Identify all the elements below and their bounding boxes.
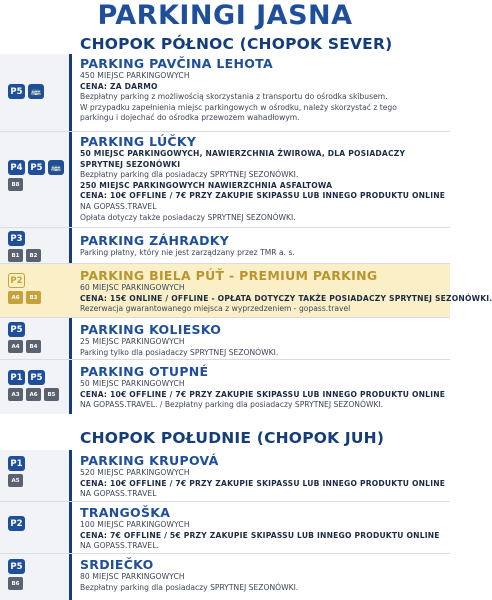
row-line: Bezpłatny parking dla posiadaczy SPRYTNEJ SEZONÓWKI. bbox=[80, 170, 299, 180]
row-line: Opłata dotyczy także posiadaczy SPRYTNEJ SEZONÓWKI. bbox=[80, 212, 296, 222]
row-line: 60 MIEJSC PARKINGOWYCH bbox=[80, 283, 185, 292]
parking-name: PARKING BIELA PÚŤ - PREMIUM PARKING bbox=[80, 268, 378, 283]
parking-p3-icon: P3 bbox=[8, 231, 25, 246]
lift-b4-tag: B4 bbox=[26, 340, 41, 353]
lift-a3-tag: A3 bbox=[8, 388, 23, 401]
parking-name: SRDIEČKO bbox=[80, 557, 154, 572]
row-line: 100 MIEJSC PARKINGOWYCH bbox=[80, 520, 190, 529]
lift-b2-tag: B2 bbox=[26, 249, 41, 262]
row-line: CENA: 10€ OFFLINE / 7€ PRZY ZAKUPIE SKIPASSU LUB INNEGO PRODUKTU ONLINE bbox=[80, 191, 446, 201]
row-icons bbox=[8, 273, 41, 307]
page-title: PARKINGI JASNA bbox=[97, 0, 353, 31]
lift-b3-tag: B3 bbox=[26, 291, 41, 304]
bus-icon: 🚌 bbox=[28, 84, 44, 99]
parking-p5-icon: P5 bbox=[8, 84, 25, 99]
row-line: CENA: 10€ OFFLINE / 7€ PRZY ZAKUPIE SKIPASSU LUB INNEGO PRODUKTU ONLINE bbox=[80, 389, 446, 399]
row-line: 25 MIEJSC PARKINGOWYCH bbox=[80, 337, 185, 346]
row-line: Rezerwacja gwarantowanego miejsca z wyprzedzeniem - gopass.travel bbox=[80, 304, 351, 314]
row-line: NA GOPASS.TRAVEL bbox=[80, 489, 157, 499]
row-line: Parking tylko dla posiadaczy SPRYTNEJ SEZONÓWKI. bbox=[80, 347, 279, 357]
parking-p1-icon: P1 bbox=[8, 456, 25, 471]
parking-p4-icon: P4 bbox=[8, 160, 25, 175]
row-line: Parking płatny, który nie jest zarządzany przez TMR a. s. bbox=[80, 248, 295, 257]
lift-b8-tag: B8 bbox=[8, 178, 23, 191]
row-icons bbox=[8, 370, 59, 404]
row-icons bbox=[8, 84, 44, 102]
row-line: Bezpłatny parking z możliwością skorzystania z transportu do ośrodka skibusem. bbox=[80, 92, 388, 102]
row-line: 80 MIEJSC PARKINGOWYCH bbox=[80, 572, 185, 581]
parking-name: TRANGOŠKA bbox=[80, 505, 171, 520]
row-line: NA GOPASS.TRAVEL. / Bezpłatny parking dla posiadaczy SPRYTNEJ SEZONÓWKI. bbox=[80, 400, 384, 410]
row-line: 520 MIEJSC PARKINGOWYCH bbox=[80, 468, 190, 477]
row-icons bbox=[8, 231, 41, 265]
lift-b5-tag: B5 bbox=[44, 388, 59, 401]
row-line: Bezpłatny parking dla posiadaczy SPRYTNEJ SEZONÓWKI. bbox=[80, 582, 299, 592]
row-line: CENA: 15€ ONLINE / OFFLINE - OPŁATA DOTYCZY TAKŻE POSIADACZY SPRYTNEJ SEZONÓWKI. bbox=[80, 293, 492, 303]
row-line: 450 MIEJSC PARKINGOWYCH bbox=[80, 71, 190, 80]
parking-p5-icon: P5 bbox=[28, 370, 45, 385]
parking-name: PARKING ZÁHRADKY bbox=[80, 233, 230, 248]
parking-row-premium bbox=[0, 264, 492, 318]
section-title-north: CHOPOK PÓŁNOC (CHOPOK SEVER) bbox=[80, 35, 393, 53]
parking-row bbox=[0, 318, 450, 360]
lift-a5-tag: A5 bbox=[8, 474, 23, 487]
parking-p5-icon: P5 bbox=[28, 160, 45, 175]
parking-name: PARKING OTUPNÉ bbox=[80, 364, 209, 379]
row-line: NA GOPASS.TRAVEL bbox=[80, 201, 157, 211]
parking-row bbox=[0, 228, 450, 264]
row-line: 50 MIEJSC PARKINGOWYCH bbox=[80, 379, 185, 388]
parking-name: PARKING KOLIESKO bbox=[80, 322, 222, 337]
parking-p2-icon: P2 bbox=[8, 516, 25, 531]
lift-a4-tag: A4 bbox=[8, 340, 23, 353]
parking-p5-icon: P5 bbox=[8, 322, 25, 337]
row-line: SPRYTNEJ SEZONÓWKI bbox=[80, 159, 181, 169]
lift-b1-tag: B1 bbox=[8, 249, 23, 262]
bus-icon: 🚌 bbox=[48, 160, 64, 175]
parking-row bbox=[0, 132, 450, 228]
row-line: parkingu i dojechać do ośrodka przewozem wahadłowym. bbox=[80, 113, 300, 123]
parking-row bbox=[0, 450, 450, 502]
row-line: CENA: 10€ OFFLINE / 7€ PRZY ZAKUPIE SKIPASSU LUB INNEGO PRODUKTU ONLINE bbox=[80, 478, 446, 488]
lift-a6-tag: A6 bbox=[26, 388, 41, 401]
parking-row bbox=[0, 554, 450, 600]
parking-name: PARKING LÚČKY bbox=[80, 134, 197, 149]
row-line: 250 MIEJSC PARKINGOWYCH NAWIERZCHNIA ASFALTOWA bbox=[80, 180, 333, 190]
parking-p1-icon: P1 bbox=[8, 370, 25, 385]
parking-row bbox=[0, 502, 450, 554]
row-line: CENA: 7€ OFFLINE / 5€ PRZY ZAKUPIE SKIPASSU LUB INNEGO PRODUKTU ONLINE bbox=[80, 530, 440, 540]
row-icons bbox=[8, 160, 64, 194]
row-icons bbox=[8, 322, 41, 356]
parking-name: PARKING KRUPOVÁ bbox=[80, 453, 219, 468]
row-icons bbox=[8, 456, 25, 490]
lift-a6-tag: A6 bbox=[8, 291, 23, 304]
lift-b6-tag: B6 bbox=[8, 577, 23, 590]
section-title-south: CHOPOK POŁUDNIE (CHOPOK JUH) bbox=[80, 429, 385, 447]
parking-p2-icon: P2 bbox=[8, 273, 25, 288]
parking-p5-icon: P5 bbox=[8, 559, 25, 574]
parking-row bbox=[0, 360, 450, 414]
row-icons bbox=[8, 559, 25, 593]
parking-name: PARKING PAVČINA LEHOTA bbox=[80, 56, 273, 71]
parking-row bbox=[0, 54, 450, 132]
row-line: NA GOPASS.TRAVEL. bbox=[80, 541, 160, 551]
row-line: W przypadku zapełnienia miejsc parkingowych w ośrodku, należy skorzystać z tego bbox=[80, 102, 397, 112]
row-icons bbox=[8, 516, 25, 534]
row-line: CENA: ZA DARMO bbox=[80, 81, 158, 91]
row-line: 50 MIEJSC PARKINGOWYCH, NAWIERZCHNIA ŻWIROWA, DLA POSIADACZY bbox=[80, 149, 406, 158]
